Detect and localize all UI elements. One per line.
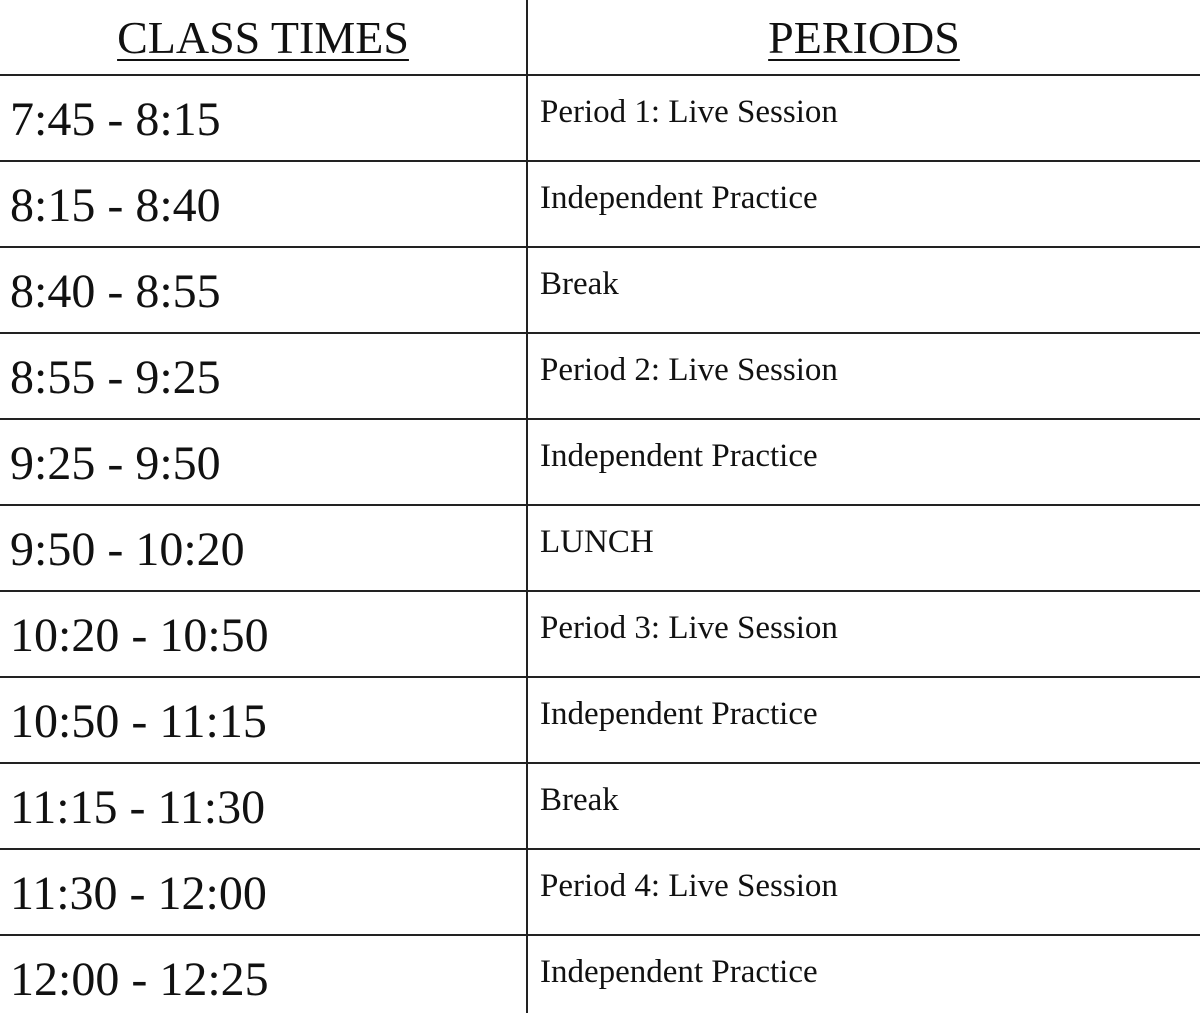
table-row	[0, 76, 1200, 162]
period-cell: Period 3: Live Session	[540, 610, 838, 646]
table-row	[0, 248, 1200, 334]
table-row	[0, 420, 1200, 506]
table-row	[0, 936, 1200, 1022]
period-cell: Period 2: Live Session	[540, 352, 838, 388]
time-cell: 9:25 - 9:50	[10, 437, 221, 490]
period-cell: Period 1: Live Session	[540, 94, 838, 130]
time-cell: 8:15 - 8:40	[10, 179, 221, 232]
period-cell: Independent Practice	[540, 696, 818, 732]
time-cell: 8:55 - 9:25	[10, 351, 221, 404]
period-cell: LUNCH	[540, 524, 654, 560]
table-row	[0, 850, 1200, 936]
time-cell: 10:50 - 11:15	[10, 695, 267, 748]
period-cell: Independent Practice	[540, 954, 818, 990]
time-cell: 10:20 - 10:50	[10, 609, 269, 662]
time-cell: 11:15 - 11:30	[10, 781, 266, 834]
period-cell: Period 4: Live Session	[540, 868, 838, 904]
table-row	[0, 506, 1200, 592]
table-row	[0, 334, 1200, 420]
time-cell: 11:30 - 12:00	[10, 867, 267, 920]
periods-header: PERIODS	[768, 11, 960, 63]
table-header	[0, 0, 1200, 76]
time-cell: 9:50 - 10:20	[10, 523, 245, 576]
table-row	[0, 162, 1200, 248]
time-cell: 7:45 - 8:15	[10, 93, 221, 146]
class-times-header: CLASS TIMES	[117, 11, 409, 63]
time-cell: 12:00 - 12:25	[10, 953, 269, 1006]
period-cell: Independent Practice	[540, 438, 818, 474]
time-cell: 8:40 - 8:55	[10, 265, 221, 318]
table-row	[0, 678, 1200, 764]
period-cell: Independent Practice	[540, 180, 818, 216]
table-body	[0, 76, 1200, 1022]
table-row	[0, 764, 1200, 850]
period-cell: Break	[540, 266, 619, 302]
table-row	[0, 592, 1200, 678]
period-cell: Break	[540, 782, 619, 818]
